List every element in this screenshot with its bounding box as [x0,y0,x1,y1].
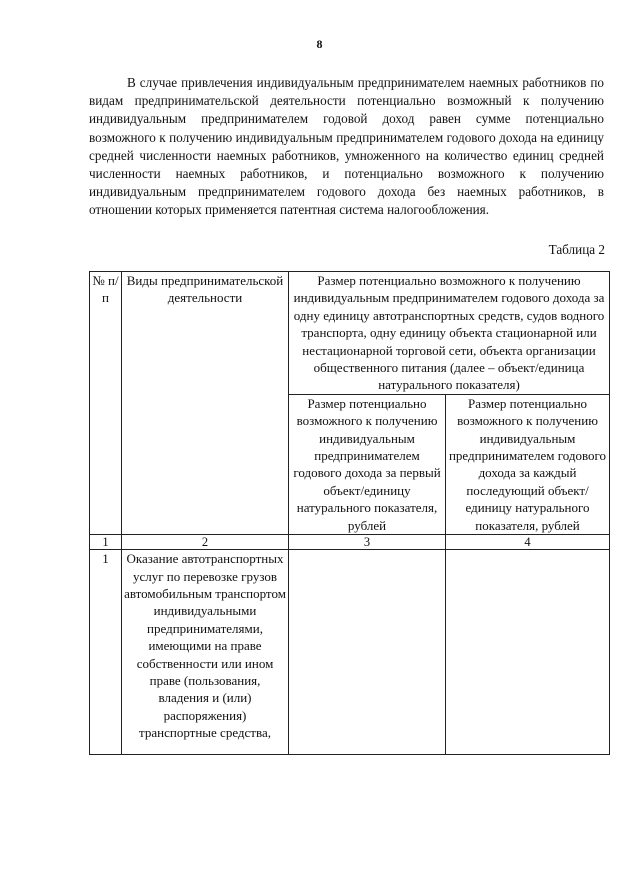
row-number: 1 [90,550,122,755]
body-paragraph: В случае привлечения индивидуальным предпринимателем наемных работников по видам предпринимательской деятельности потенциально возможный к получению индивидуальным предпринимателем годовой доход равен сумме потенциально возможного к получению индивидуальным предпринимателем годового дохода на единицу средней численности наемных работников, умноженного на количество единиц средней численности наемных работников, и потенциально возможного к получению индивидуальным предпринимателем годового дохода без наемных работников, в отношении которых применяется патентная система налогообложения. [89,75,604,218]
table-caption: Таблица 2 [548,242,605,257]
index-cell: 3 [289,535,446,550]
header-num: № п/п [90,272,122,535]
table-index-row [90,535,610,550]
index-cell: 4 [446,535,610,550]
index-cell: 1 [90,535,122,550]
page-number: 8 [316,37,323,51]
header-activity: Виды предпринимательской деятельности [122,272,289,535]
row-activity: Оказание автотранспортных услуг по перевозке грузов автомобильным транспортом индивидуальными предпринимателями, имеющими на праве собственности или ином праве (пользования, владения и (или) распоряжения) транспортные средства, [122,550,289,755]
header-income-size: Размер потенциально возможного к получению индивидуальным предпринимателем годового дохода за одну единицу автотранспортных средств, судов водного транспорта, одну единицу объекта стационарной или нестационарной торговой сети, объекта организации общественного питания (далее – объект/единица натурального показателя) [289,272,610,395]
row-value-first [289,550,446,755]
income-table [89,271,610,755]
table-row [90,550,610,755]
row-value-next [446,550,610,755]
table-header-row [90,272,610,395]
header-next-unit: Размер потенциально возможного к получению индивидуальным предпринимателем годового дохода за каждый последующий объект/единицу натурального показателя, рублей [446,394,610,534]
header-first-unit: Размер потенциально возможного к получению индивидуальным предпринимателем годового дохода за первый объект/единицу натурального показателя, рублей [289,394,446,534]
index-cell: 2 [122,535,289,550]
